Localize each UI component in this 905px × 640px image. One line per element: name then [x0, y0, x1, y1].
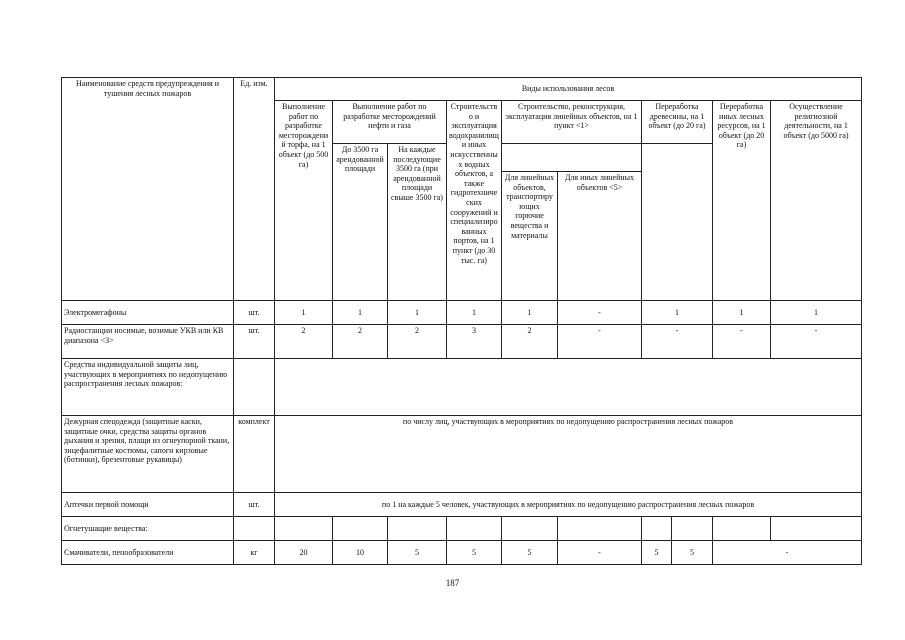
header-linear: Строительство, реконструкция, эксплуатация линейных объектов, на 1 пункт <1>	[502, 101, 642, 144]
table-row	[62, 325, 862, 359]
row-name: Аптечки первой помощи	[62, 493, 234, 517]
header-build: Строительство и эксплуатация водохранилищ и иных искусственных водных объектов, а также гидротехнических сооружений и специализированных портов, на 1 пункт (до 30 тыс. га)	[447, 101, 502, 301]
row-name: Смачиватели, пенообразователи	[62, 541, 234, 565]
cell	[642, 517, 672, 541]
row-name: Радиостанции носимые, возимые УКВ или КВ диапазона <3>	[62, 325, 234, 359]
table-row	[62, 493, 862, 517]
cell: -	[558, 301, 642, 325]
cell	[502, 517, 558, 541]
page-number: 187	[445, 578, 460, 588]
cell: 2	[388, 325, 447, 359]
cell	[333, 517, 388, 541]
cell	[672, 517, 713, 541]
row-name: Огнетушащие вещества:	[62, 517, 234, 541]
cell: 2	[275, 325, 333, 359]
cell: 5	[388, 541, 447, 565]
cell: 5	[447, 541, 502, 565]
cell: 1	[713, 301, 771, 325]
cell: 10	[333, 541, 388, 565]
row-name: Электромегафоны	[62, 301, 234, 325]
cell: 5	[642, 541, 672, 565]
cell: 2	[333, 325, 388, 359]
table-row	[62, 541, 862, 565]
header-linear-a: Для линейных объектов, транспортирующих горючие вещества и материалы	[502, 172, 558, 301]
resources-table	[61, 77, 862, 565]
row-unit	[234, 517, 275, 541]
cell	[275, 517, 333, 541]
header-name: Наименование средств предупреждения и тушения лесных пожаров	[62, 78, 234, 301]
header-wood: Переработка древесины, на 1 объект (до 20 га)	[642, 101, 713, 144]
cell: 1	[333, 301, 388, 325]
header-wood-spacer	[642, 144, 713, 301]
header-mining: Выполнение работ по разработке месторождений торфа, на 1 объект (до 500 га)	[275, 101, 333, 301]
span-cell: по числу лиц, участвующих в мероприятиях по недопущению распространения лесных пожаров	[275, 416, 862, 493]
cell: 1	[275, 301, 333, 325]
header-linear-b: Для иных линейных объектов <5>	[558, 172, 642, 301]
header-other: Переработка иных лесных ресурсов, на 1 объект (до 20 га)	[713, 101, 771, 301]
row-unit: шт.	[234, 301, 275, 325]
span-cell: по 1 на каждые 5 человек, участвующих в мероприятиях по недопущению распространения лесных пожаров	[275, 493, 862, 517]
cell	[447, 517, 502, 541]
cell: 1	[771, 301, 862, 325]
cell: 3	[447, 325, 502, 359]
cell: 1	[502, 301, 558, 325]
row-unit: кг	[234, 541, 275, 565]
cell: 5	[672, 541, 713, 565]
header-unit: Ед. изм.	[234, 78, 275, 301]
table-row	[62, 301, 862, 325]
cell: 1	[642, 301, 713, 325]
header-linear-spacer	[502, 144, 642, 172]
row-name: Средства индивидуальной защиты лиц, участвующих в мероприятиях по недопущению распространения лесных пожаров:	[62, 359, 234, 416]
cell	[388, 517, 447, 541]
header-oilgas-a: До 3500 га арендованной площади	[333, 144, 388, 301]
row-name: Дежурная спецодежда (защитные каски, защитные очки, средства защиты органов дыхания и зрения, плащи из огнеупорной ткани, энцефалитные костюмы, сапоги кирзовые (ботинки), брезентовые рукавицы)	[62, 416, 234, 493]
row-unit	[234, 359, 275, 416]
row-unit: шт.	[234, 325, 275, 359]
row-unit: комплект	[234, 416, 275, 493]
cell: 1	[388, 301, 447, 325]
cell: -	[558, 541, 642, 565]
table-row	[62, 416, 862, 493]
cell: 20	[275, 541, 333, 565]
header-types-title: Виды использования лесов	[275, 78, 862, 101]
cell: -	[713, 325, 771, 359]
cell: 5	[502, 541, 558, 565]
header-relig: Осуществление религиозной деятельности, на 1 объект (до 5000 га)	[771, 101, 862, 301]
table-row	[62, 517, 862, 541]
cell: -	[642, 325, 713, 359]
cell: -	[771, 325, 862, 359]
header-oilgas: Выполнение работ по разработке месторождений нефти и газа	[333, 101, 447, 144]
table-row	[62, 359, 862, 416]
cell	[275, 359, 862, 416]
cell: 2	[502, 325, 558, 359]
cell: 1	[447, 301, 502, 325]
row-unit: шт.	[234, 493, 275, 517]
cell	[558, 517, 642, 541]
cell: -	[558, 325, 642, 359]
cell: -	[713, 541, 862, 565]
cell	[713, 517, 771, 541]
header-oilgas-b: На каждые последующие 3500 га (при арендованной площади свыше 3500 га)	[388, 144, 447, 301]
cell	[771, 517, 862, 541]
